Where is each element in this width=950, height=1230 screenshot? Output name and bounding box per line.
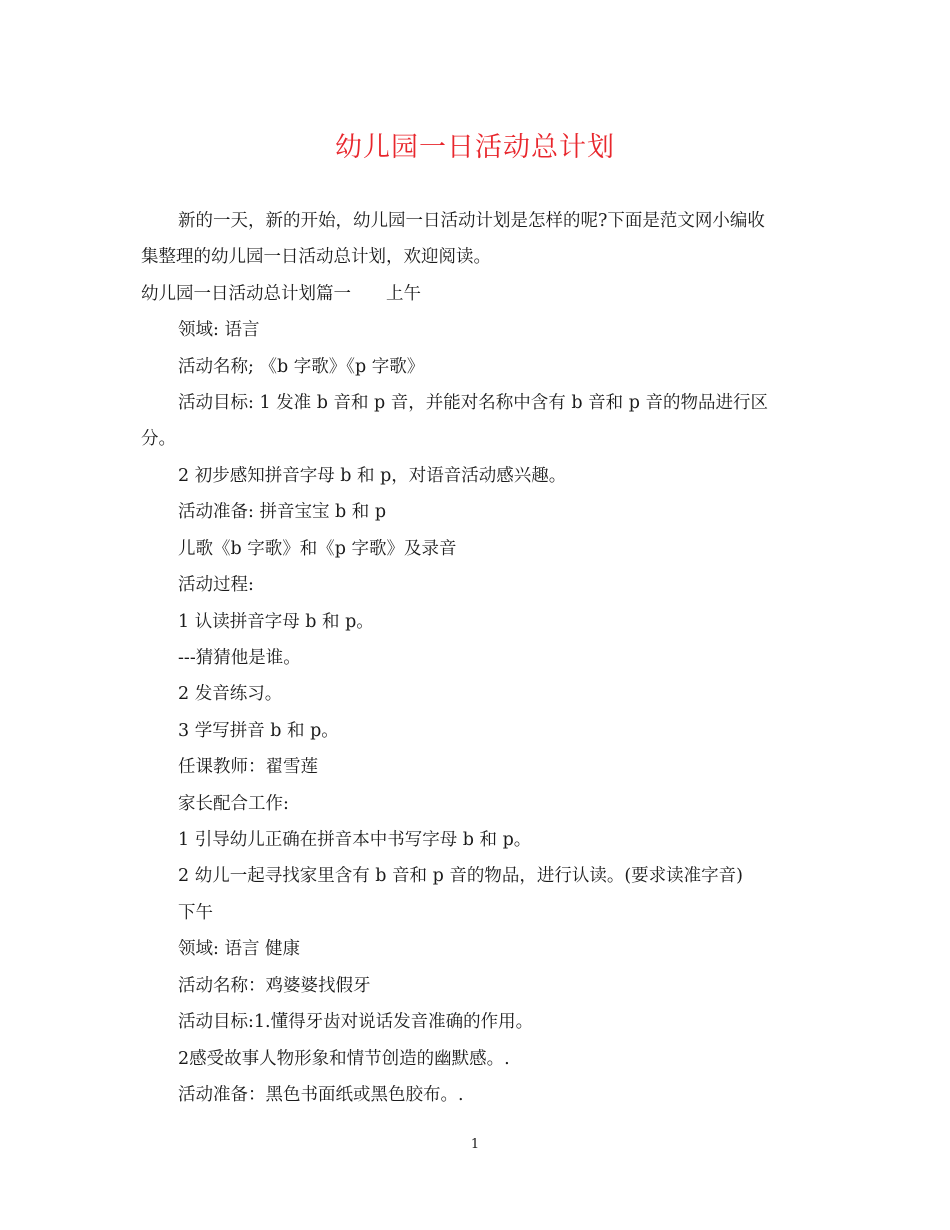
body-line: 领域: 语言 健康 bbox=[178, 939, 301, 959]
body-line: 新的一天，新的开始，幼儿园一日活动计划是怎样的呢?下面是范文网小编收 bbox=[178, 211, 765, 231]
body-line: 活动准备：黑色书面纸或黑色胶布。. bbox=[178, 1085, 464, 1105]
body-line: 下午 bbox=[178, 903, 213, 923]
document-title: 幼儿园一日活动总计划 bbox=[335, 132, 615, 163]
body-line: 活动准备: 拼音宝宝 b 和 p bbox=[178, 502, 387, 522]
body-line: 活动目标: 1 发准 b 音和 p 音，并能对名称中含有 b 音和 p 音的物品进行区 bbox=[178, 393, 768, 413]
body-line: 活动名称：鸡婆婆找假牙 bbox=[178, 976, 371, 996]
body-line: 3 学写拼音 b 和 p。 bbox=[178, 721, 339, 741]
body-line: 集整理的幼儿园一日活动总计划，欢迎阅读。 bbox=[141, 247, 491, 267]
body-line: 2 发音练习。 bbox=[178, 684, 283, 704]
page-number: 1 bbox=[470, 1137, 480, 1152]
body-line: 任课教师：翟雪莲 bbox=[178, 757, 318, 777]
body-line: 1 引导幼儿正确在拼音本中书写字母 b 和 p。 bbox=[178, 830, 532, 850]
body-line: 活动过程: bbox=[178, 575, 254, 595]
body-line: 2 初步感知拼音字母 b 和 p，对语音活动感兴趣。 bbox=[178, 466, 567, 486]
body-line: 2 幼儿一起寻找家里含有 b 音和 p 音的物品，进行认读。(要求读准字音) bbox=[178, 866, 744, 886]
body-line: 活动名称; 《b 字歌》《p 字歌》 bbox=[178, 357, 425, 377]
body-line: 活动目标:1.懂得牙齿对说话发音准确的作用。 bbox=[178, 1012, 534, 1032]
body-line: 1 认读拼音字母 b 和 p。 bbox=[178, 612, 374, 632]
body-line: 家长配合工作: bbox=[178, 794, 289, 814]
body-line: 领域: 语言 bbox=[178, 320, 260, 340]
body-line: 分。 bbox=[141, 429, 176, 449]
body-line: 儿歌《b 字歌》和《p 字歌》及录音 bbox=[178, 539, 457, 559]
section-heading: 幼儿园一日活动总计划篇一 上午 bbox=[141, 284, 421, 304]
body-line: ---猜猜他是谁。 bbox=[178, 648, 301, 668]
body-line: 2感受故事人物形象和情节创造的幽默感。. bbox=[178, 1049, 510, 1069]
